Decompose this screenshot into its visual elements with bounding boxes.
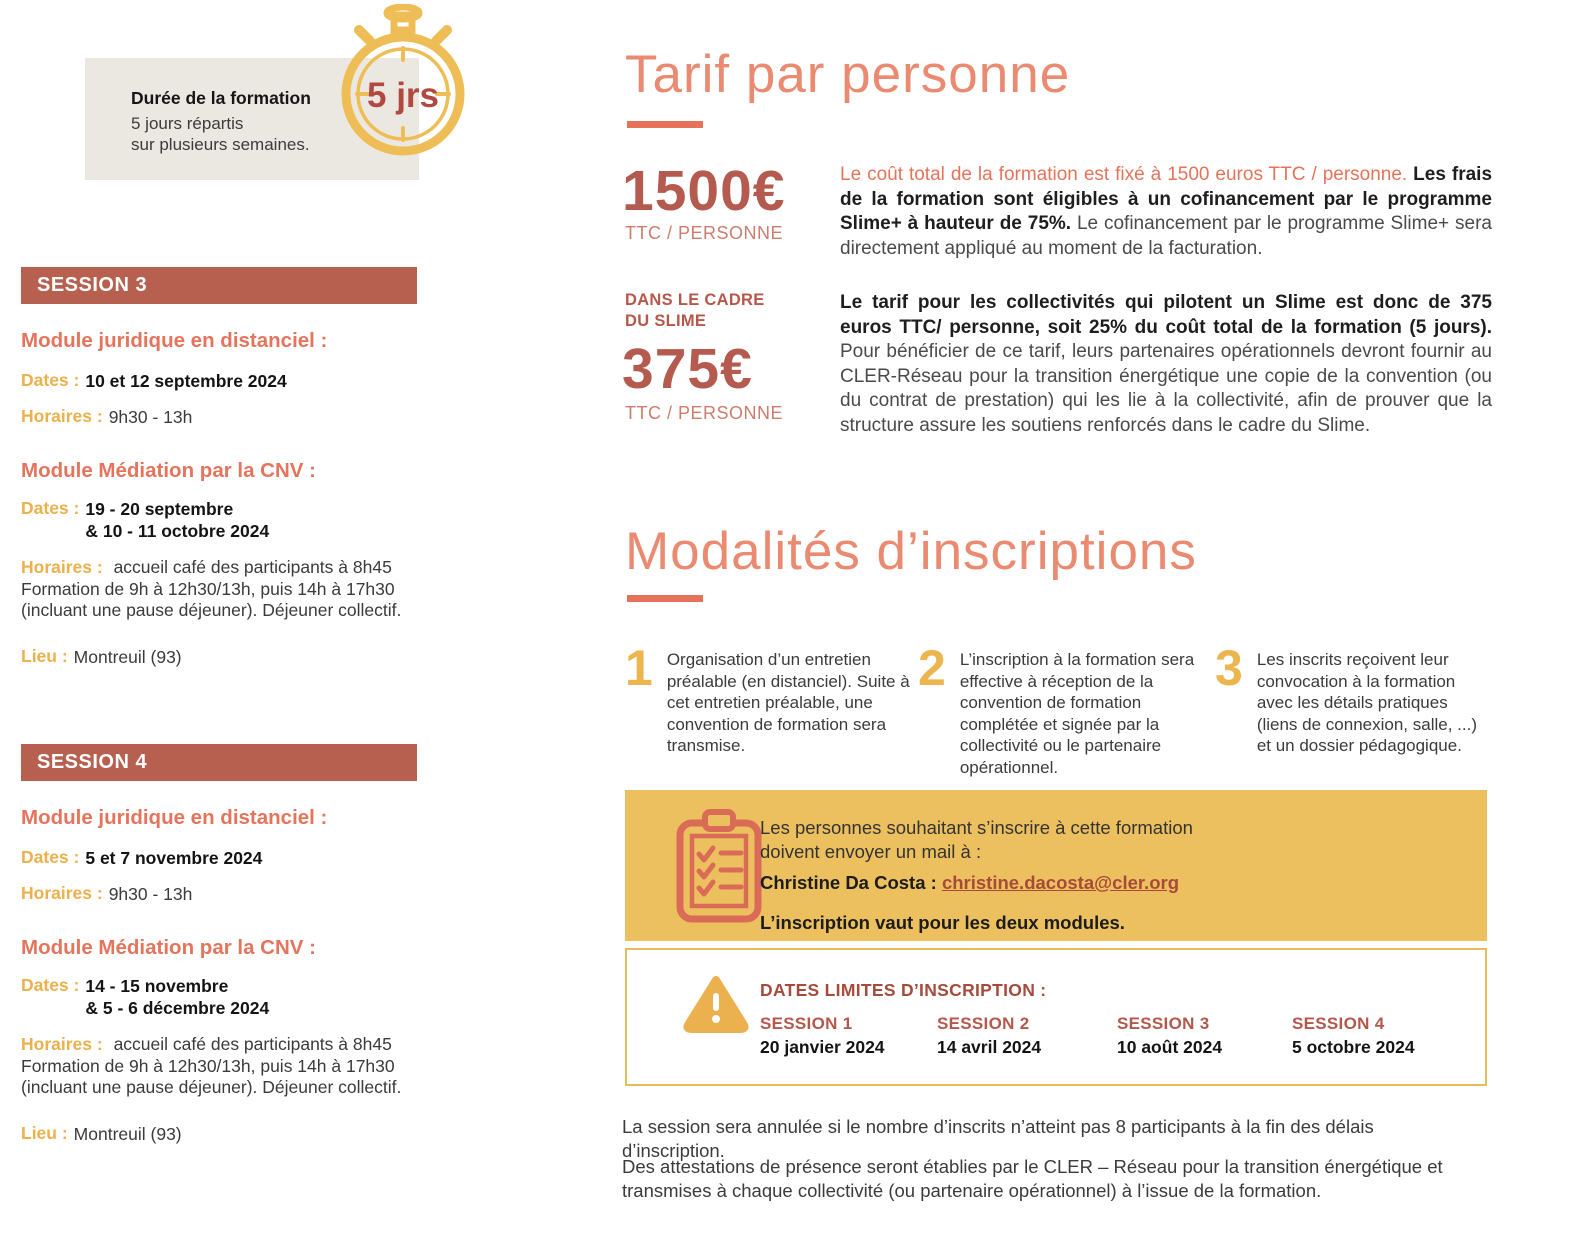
step-3-number: 3 — [1215, 640, 1243, 696]
step-2-text: L’inscription à la formation sera effective à réception de la convention de formation complétée et signée par la collectivité ou le partenaire opérationnel. — [959, 650, 1195, 777]
deadlines-title: DATES LIMITES D’INSCRIPTION : — [760, 980, 1047, 1000]
slime-label-line-1: DANS LE CADRE — [625, 291, 765, 309]
tarif-paragraph-1-highlight: Le coût total de la formation est fixé à 1500 euros TTC / personne. — [840, 164, 1414, 185]
contact-box — [625, 790, 1487, 941]
lieu-label: Lieu : — [21, 646, 68, 666]
lieu-label: Lieu : — [21, 1123, 68, 1143]
horaires-value: accueil café des participants à 8h45 Formation de 9h à 12h30/13h, puis 14h à 17h30 (incluant une pause déjeuner). Déjeuner collectif. — [21, 557, 402, 620]
deadline-session-3 — [1117, 1014, 1222, 1058]
tarif-paragraph-1-bold: Les frais de la formation sont éligibles à un cofinancement par le programme Slime+ à hauteur de 75%. — [840, 164, 1493, 234]
price-1500-subtitle: TTC / PERSONNE — [625, 223, 784, 243]
horaires-label: Horaires : — [21, 406, 103, 426]
session-3-module-1-dates — [21, 370, 287, 392]
session-3-module-1-title: Module juridique en distanciel : — [21, 329, 328, 352]
step-2-number: 2 — [918, 640, 946, 696]
dates-value: 10 et 12 septembre 2024 — [85, 371, 287, 391]
horaires-value: 9h30 - 13h — [108, 884, 193, 904]
session-4-module-2-dates — [21, 975, 269, 1019]
deadline-session-date: 14 avril 2024 — [937, 1037, 1042, 1057]
dates-value-line-2: & 5 - 6 décembre 2024 — [85, 998, 270, 1018]
deadline-session-label: SESSION 2 — [937, 1014, 1030, 1033]
footer-paragraph-2: Des attestations de présence seront établies par le CLER – Réseau pour la transition énergétique et transmises à chaque collectivité (ou partenaire opérationnel) à l’issue de la formation. — [622, 1156, 1443, 1201]
step-1-text: Organisation d’un entretien préalable (en distanciel). Suite à cet entretien préalable, une convention de formation sera transmise. — [666, 650, 910, 755]
modalites-heading: Modalités d’inscriptions — [625, 522, 1197, 581]
duration-line-2: sur plusieurs semaines. — [131, 135, 310, 154]
deadline-session-label: SESSION 4 — [1292, 1014, 1385, 1033]
tarif-paragraph-2-bold: Le tarif pour les collectivités qui pilotent un Slime est donc de 375 euros TTC/ personne, soit 25% du coût total de la formation (5 jours). — [840, 292, 1492, 338]
tarif-heading: Tarif par personne — [625, 45, 1071, 104]
deadline-session-label: SESSION 1 — [760, 1014, 853, 1033]
footer-paragraph-1: La session sera annulée si le nombre d’inscrits n’atteint pas 8 participants à la fin des délais d’inscription. — [622, 1116, 1374, 1161]
contact-note: L’inscription vaut pour les deux modules. — [760, 912, 1125, 933]
session-3-module-2-horaires — [21, 557, 421, 622]
contact-line-1: Les personnes souhaitant s’inscrire à cette formation — [760, 817, 1193, 838]
price-375-subtitle: TTC / PERSONNE — [625, 403, 784, 423]
deadline-session-label: SESSION 3 — [1117, 1014, 1210, 1033]
price-375: 375€ — [622, 337, 753, 401]
step-2 — [918, 640, 1213, 778]
duration-line-1: 5 jours répartis — [131, 114, 244, 133]
slime-label — [625, 290, 765, 332]
deadline-session-date: 5 octobre 2024 — [1292, 1037, 1415, 1057]
step-1-number: 1 — [625, 640, 653, 696]
deadline-session-1 — [760, 1014, 885, 1058]
session-4-module-1-title: Module juridique en distanciel : — [21, 806, 328, 829]
session-3-module-2-title: Module Médiation par la CNV : — [21, 459, 316, 482]
session-4-module-1-dates — [21, 847, 262, 869]
duration-title: Durée de la formation — [131, 88, 311, 108]
clipboard-icon — [669, 806, 769, 926]
session-4-module-2-title: Module Médiation par la CNV : — [21, 936, 316, 959]
session-4-header: SESSION 4 — [21, 744, 417, 781]
lieu-value: Montreuil (93) — [73, 647, 182, 667]
duration-badge: 5 jrs — [367, 76, 439, 115]
contact-name: Christine Da Costa : — [760, 872, 942, 893]
session-3-module-2-lieu — [21, 646, 182, 668]
session-3-module-2-dates — [21, 498, 269, 542]
deadlines-box — [625, 948, 1487, 1086]
lieu-value: Montreuil (93) — [73, 1124, 182, 1144]
sessions-column — [21, 267, 421, 1197]
deadline-session-4 — [1292, 1014, 1415, 1058]
warning-icon — [683, 974, 749, 1034]
dates-label: Dates : — [21, 370, 80, 390]
email-link[interactable]: christine.dacosta@cler.org — [941, 872, 1179, 893]
price-1500: 1500€ — [622, 159, 786, 223]
dates-value-line-1: 14 - 15 novembre — [85, 976, 229, 996]
tarif-paragraph-2 — [840, 291, 1492, 438]
session-4-module-2-lieu — [21, 1123, 182, 1145]
main-column — [622, 0, 1505, 1250]
dates-label: Dates : — [21, 498, 80, 518]
slime-label-line-2: DU SLIME — [625, 312, 707, 330]
tarif-paragraph-1 — [840, 163, 1492, 261]
deadline-session-2 — [937, 1014, 1041, 1058]
dates-value-line-2: & 10 - 11 octobre 2024 — [85, 521, 270, 541]
horaires-label: Horaires : — [21, 1034, 103, 1054]
contact-line-2: doivent envoyer un mail à : — [760, 841, 982, 862]
deadline-session-date: 10 août 2024 — [1117, 1037, 1223, 1057]
horaires-label: Horaires : — [21, 883, 103, 903]
deadline-session-date: 20 janvier 2024 — [760, 1037, 885, 1057]
session-4-module-1-horaires — [21, 883, 192, 905]
tarif-paragraph-1-rest: Le cofinancement par le programme Slime+ sera directement appliqué au moment de la facturation. — [840, 213, 1492, 259]
dates-value-line-1: 19 - 20 septembre — [85, 499, 234, 519]
heading-underline — [627, 595, 703, 602]
dates-label: Dates : — [21, 847, 80, 867]
session-4-module-2-horaires — [21, 1034, 421, 1099]
stopwatch-icon — [336, 4, 470, 160]
session-3-header: SESSION 3 — [21, 267, 417, 304]
horaires-label: Horaires : — [21, 557, 103, 577]
step-3 — [1215, 640, 1493, 757]
horaires-value: 9h30 - 13h — [108, 407, 193, 427]
step-3-text: Les inscrits reçoivent leur convocation à la formation avec les détails pratiques (liens de connexion, salle, ...) et un dossier pédagogique. — [1256, 650, 1477, 755]
step-1 — [625, 640, 917, 757]
dates-label: Dates : — [21, 975, 80, 995]
heading-underline — [627, 121, 703, 128]
horaires-value: accueil café des participants à 8h45 Formation de 9h à 12h30/13h, puis 14h à 17h30 (incluant une pause déjeuner). Déjeuner collectif. — [21, 1034, 402, 1097]
dates-value: 5 et 7 novembre 2024 — [85, 848, 263, 868]
session-3-module-1-horaires — [21, 406, 192, 428]
tarif-paragraph-2-rest: Pour bénéficier de ce tarif, leurs partenaires opérationnels devront fournir au CLER-Réseau pour la transition énergétique une copie de la convention (ou du contrat de prestation) qui les lie à la collectivité, afin de prouver que la structure assure les soutiens renforcés dans le cadre du Slime. — [840, 341, 1492, 436]
